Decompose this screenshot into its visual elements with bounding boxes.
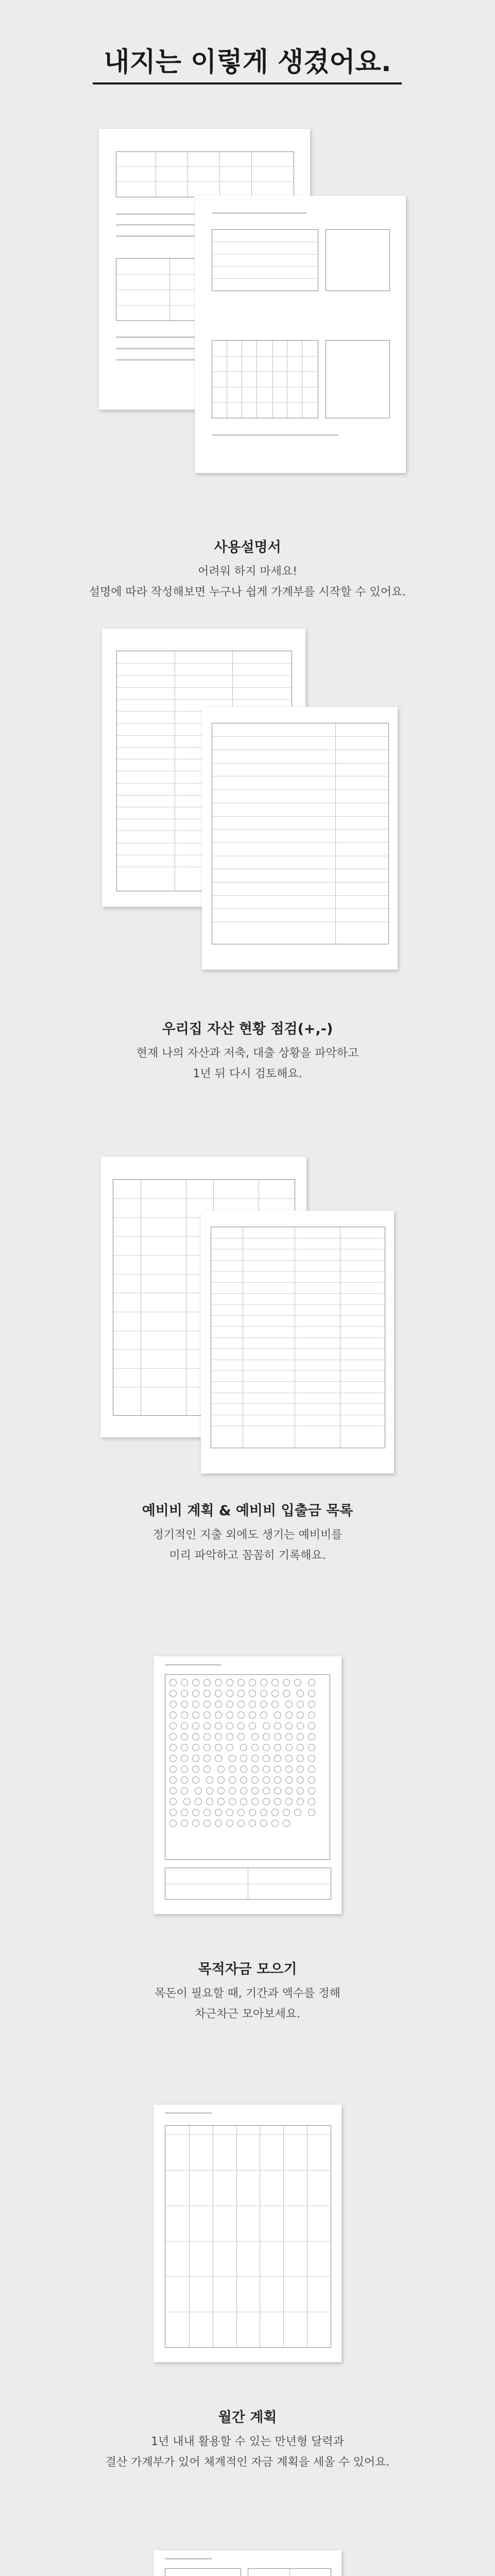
- section-desc-reserve: 정기적인 지출 외에도 생기는 예비비를 미리 파악하고 꼼꼼히 기록해요.: [152, 1529, 343, 1562]
- page-title: 내지는 이렇게 생겼어요.: [104, 47, 391, 78]
- savings-goal-circles: [165, 1674, 330, 1860]
- title-underline: [93, 82, 402, 84]
- instruction-calendar: [212, 340, 318, 419]
- section-title-monthly-plan: 월간 계획: [218, 2410, 277, 2426]
- savings-goal-sheet: [153, 1656, 342, 1914]
- section-desc-instructions: 어려워 하지 마세요! 설명에 따라 작성해보면 누구나 쉽게 가계부를 시작할 수 있어요.: [89, 565, 406, 599]
- section-desc-savings-goal: 목돈이 필요할 때, 기간과 액수를 정해 차근차근 모아보세요.: [155, 1987, 340, 2021]
- section-desc-monthly-plan: 1년 내내 활용할 수 있는 만년형 달력과 결산 가계부가 있어 체계적인 자금 계획을 세울 수 있어요.: [105, 2435, 390, 2469]
- instruction-table-3: [212, 229, 318, 291]
- instruction-note-box-2: [326, 340, 390, 419]
- asset-sheet-front: [202, 707, 398, 970]
- savings-goal-footer: [165, 1868, 331, 1900]
- monthly-calendar: [165, 2125, 331, 2348]
- income-table: [165, 2568, 241, 2576]
- instruction-table: [116, 151, 294, 197]
- fixed-expense-table: [248, 2568, 332, 2576]
- instruction-note-box: [326, 229, 390, 291]
- section-title-savings-goal: 목적자금 모으기: [198, 1961, 297, 1977]
- reserve-sheet-front: [201, 1211, 394, 1473]
- monthly-income-expense-sheet: [153, 2550, 342, 2576]
- asset-table-2: [212, 723, 389, 944]
- reserve-list-table: [211, 1227, 386, 1448]
- section-title-assets: 우리집 자산 현황 점검(+,-): [162, 1021, 333, 1037]
- section-title-reserve: 예비비 계획 & 예비비 입출금 목록: [142, 1503, 353, 1519]
- monthly-plan-sheet: [153, 2105, 342, 2362]
- section-title-instructions: 사용설명서: [214, 539, 281, 555]
- instruction-sheet-front: [195, 196, 406, 473]
- section-desc-assets: 현재 나의 자산과 저축, 대출 상황을 파악하고 1년 뒤 다시 검토해요.: [136, 1047, 359, 1080]
